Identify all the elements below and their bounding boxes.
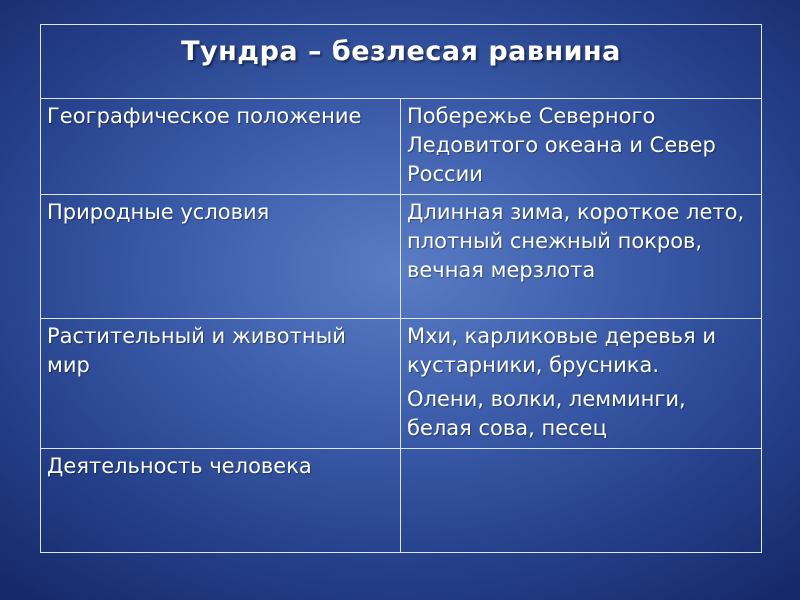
row-value-flora: Мхи, карликовые деревья и кустарники, брусника. (407, 324, 716, 377)
row-value-human-activity (401, 449, 762, 553)
table-row (41, 319, 762, 449)
row-value-conditions (401, 195, 762, 319)
row-label-flora-fauna: Растительный и животный мир (41, 319, 401, 449)
row-value-flora-fauna (401, 319, 762, 449)
table-title: Тундра – безлесая равнина (41, 25, 762, 99)
row-value-geography (401, 99, 762, 195)
table-row (41, 99, 762, 195)
table-row (41, 195, 762, 319)
table-row (41, 449, 762, 553)
table-header-row (41, 25, 762, 99)
row-value-text: Длинная зима, короткое лето, плотный снежный покров, вечная мерзлота (407, 200, 745, 282)
row-value-fauna: Олени, волки, лемминги, белая сова, песец (407, 387, 686, 440)
row-label-human-activity: Деятельность человека (41, 449, 401, 553)
row-label-geography: Географическое положение (41, 99, 401, 195)
tundra-table (40, 24, 762, 553)
row-label-conditions: Природные условия (41, 195, 401, 319)
row-value-text: Побережье Северного Ледовитого океана и Север России (407, 104, 716, 186)
